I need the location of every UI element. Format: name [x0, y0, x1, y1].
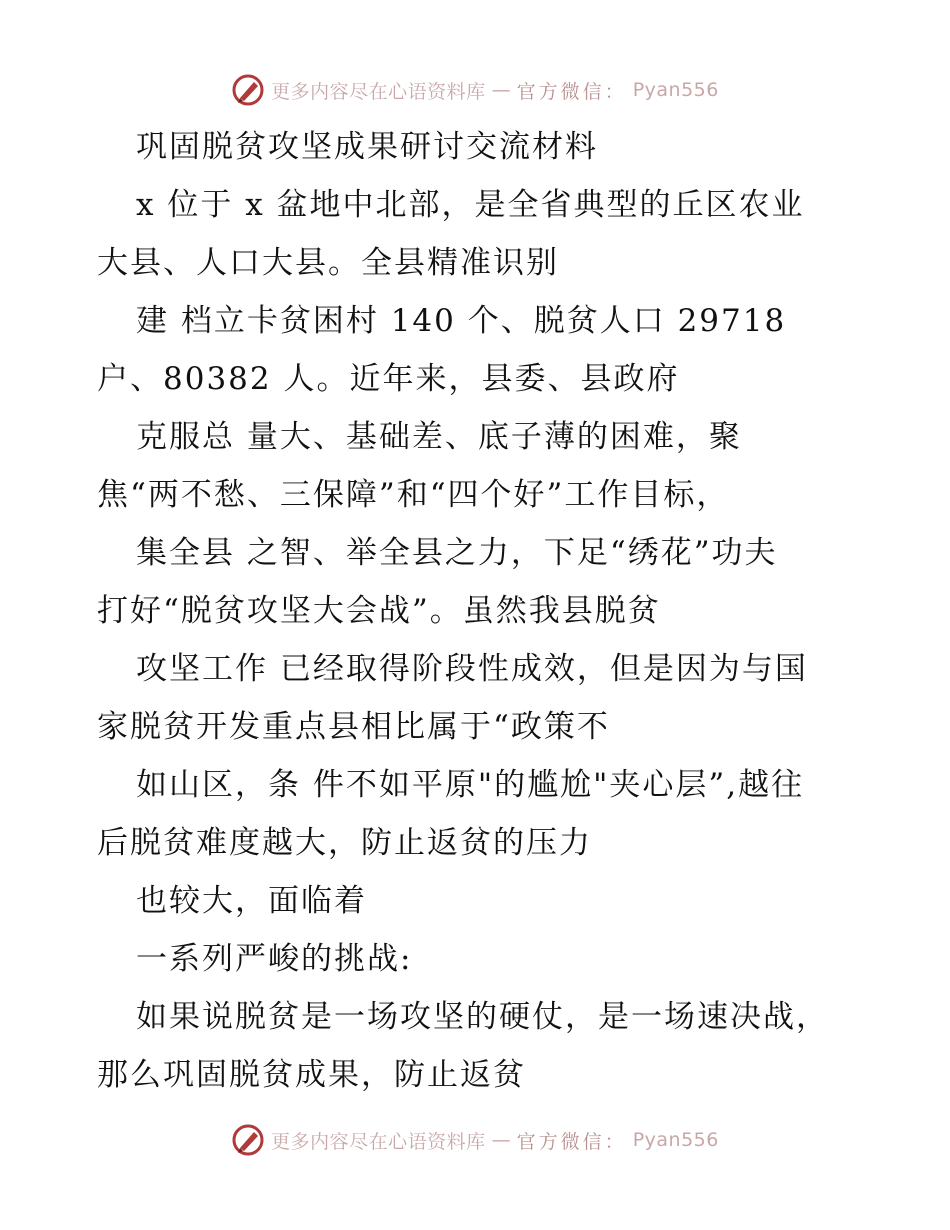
header-watermark	[0, 70, 950, 110]
text-line: 后脱贫难度越大，防止返贫的压力	[97, 825, 592, 861]
text-line: 家脱贫开发重点县相比属于“政策不	[97, 709, 610, 745]
text-line: 建 档立卡贫困村 140 个、脱贫人口 29718	[136, 303, 787, 339]
text-line: 攻坚工作 已经取得阶段性成效，但是因为与国	[136, 651, 808, 687]
watermark-account: Pyan556	[632, 1129, 719, 1151]
text-line: 那么巩固脱贫成果，防止返贫	[97, 1057, 526, 1093]
text-line: 也较大，面临着	[136, 883, 367, 919]
watermark-separator: —	[491, 1129, 511, 1151]
text-line: 集全县 之智、举全县之力，下足“绣花”功夫	[136, 535, 778, 571]
footer-watermark	[0, 1120, 950, 1160]
watermark-brand: 更多内容尽在心语资料库	[271, 1130, 486, 1153]
text-line: 打好“脱贫攻坚大会战”。虽然我县脱贫	[97, 593, 661, 629]
text-line: 如果说脱贫是一场攻坚的硬仗，是一场速决战，	[136, 999, 829, 1035]
document-title-line: 巩固脱贫攻坚成果研讨交流材料	[136, 129, 598, 165]
pen-logo-icon	[231, 73, 265, 107]
text-line: 焦“两不愁、三保障”和“四个好”工作目标，	[97, 477, 730, 513]
watermark-official: 官方微信：	[516, 80, 627, 103]
watermark-account: Pyan556	[632, 79, 719, 101]
text-line: x 位于 x 盆地中北部，是全省典型的丘区农业	[136, 187, 805, 223]
watermark-separator: —	[491, 79, 511, 101]
pen-logo-icon	[231, 1123, 265, 1157]
watermark-brand: 更多内容尽在心语资料库	[271, 80, 486, 103]
document-body	[0, 118, 950, 1104]
text-line: 大县、人口大县。全县精准识别	[97, 245, 559, 281]
text-line: 如山区，条 件不如平原"的尴尬"夹心层”,越往	[136, 767, 805, 803]
text-line: 一系列严峻的挑战:	[136, 941, 413, 977]
text-line: 克服总 量大、基础差、底子薄的困难，聚	[136, 419, 742, 455]
text-line: 户、80382 人。近年来，县委、县政府	[97, 361, 680, 397]
watermark-official: 官方微信：	[516, 1130, 627, 1153]
